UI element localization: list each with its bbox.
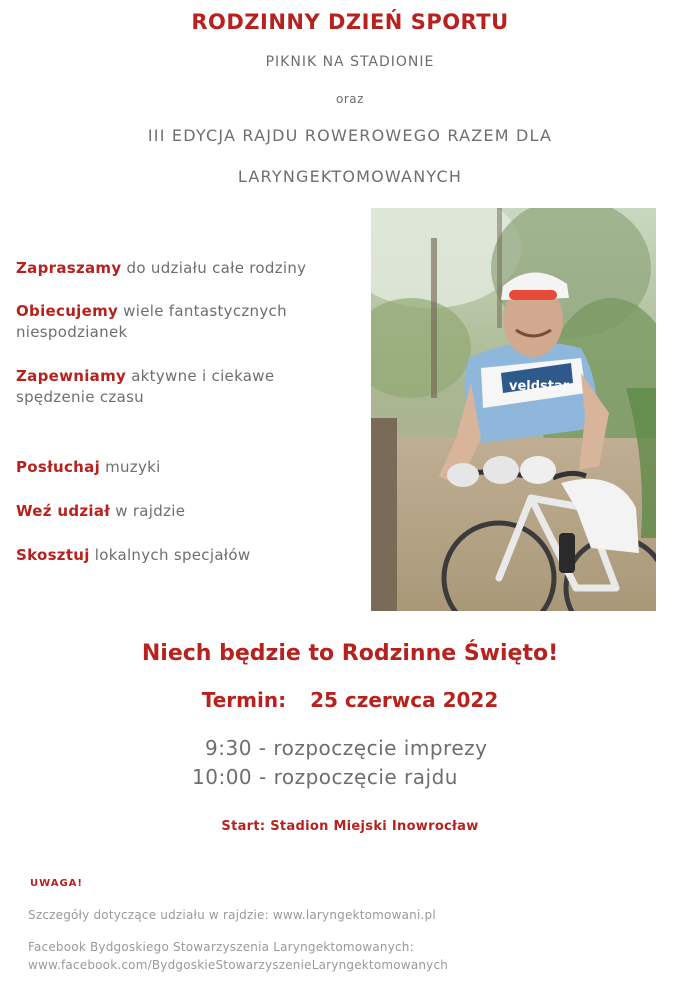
feature-keyword: Zapewniamy <box>16 367 127 385</box>
feature-text: aktywne i ciekawe spędzenie czasu <box>16 367 275 406</box>
poster-title: RODZINNY DZIEŃ SPORTU <box>191 10 509 34</box>
feature-item <box>16 545 356 566</box>
schedule-item: 9:30 - rozpoczęcie imprezy <box>205 736 488 760</box>
jersey-text: veldstar <box>509 379 570 394</box>
feature-text: wiele fantastycznych niespodzianek <box>16 302 287 341</box>
feature-item <box>16 366 356 408</box>
facebook-link[interactable]: www.facebook.com/BydgoskieStowarzyszenieLaryngektomowanych <box>28 958 449 972</box>
feature-text: lokalnych specjałów <box>89 546 251 564</box>
feature-text: do udziału całe rodziny <box>121 259 307 277</box>
feature-item <box>16 501 356 522</box>
feature-keyword: Weź udział <box>16 502 111 520</box>
feature-item <box>16 457 356 478</box>
cyclist-photo <box>371 208 656 611</box>
termin-label: Termin: <box>201 688 287 712</box>
feature-text: muzyki <box>100 458 161 476</box>
poster-subtitle: PIKNIK NA STADIONIE <box>265 54 435 70</box>
schedule-item: 10:00 - rozpoczęcie rajdu <box>192 765 458 789</box>
feature-item <box>16 301 356 343</box>
event-name-line1: III EDYCJA RAJDU ROWEROWEGO RAZEM DLA <box>147 126 553 145</box>
feature-text: w rajdzie <box>110 502 186 520</box>
event-name-line2: LARYNGEKTOMOWANYCH <box>237 167 463 186</box>
event-date <box>0 688 700 712</box>
feature-keyword: Skosztuj <box>16 546 90 564</box>
termin-date: 25 czerwca 2022 <box>310 688 499 712</box>
facebook-info: Facebook Bydgoskiego Stowarzyszenia Laryngektomowanych: <box>28 940 414 954</box>
start-location: Start: Stadion Miejski Inowrocław <box>221 819 479 834</box>
rally-info-link[interactable]: Szczegóły dotyczące udziału w rajdzie: www.laryngektomowani.pl <box>28 908 436 922</box>
slogan: Niech będzie to Rodzinne Święto! <box>141 641 559 666</box>
notes-heading: UWAGA! <box>30 878 83 889</box>
feature-keyword: Obiecujemy <box>16 302 119 320</box>
feature-item <box>16 258 356 279</box>
feature-keyword: Zapraszamy <box>16 259 122 277</box>
connector-text: oraz <box>336 92 364 106</box>
feature-keyword: Posłuchaj <box>16 458 101 476</box>
